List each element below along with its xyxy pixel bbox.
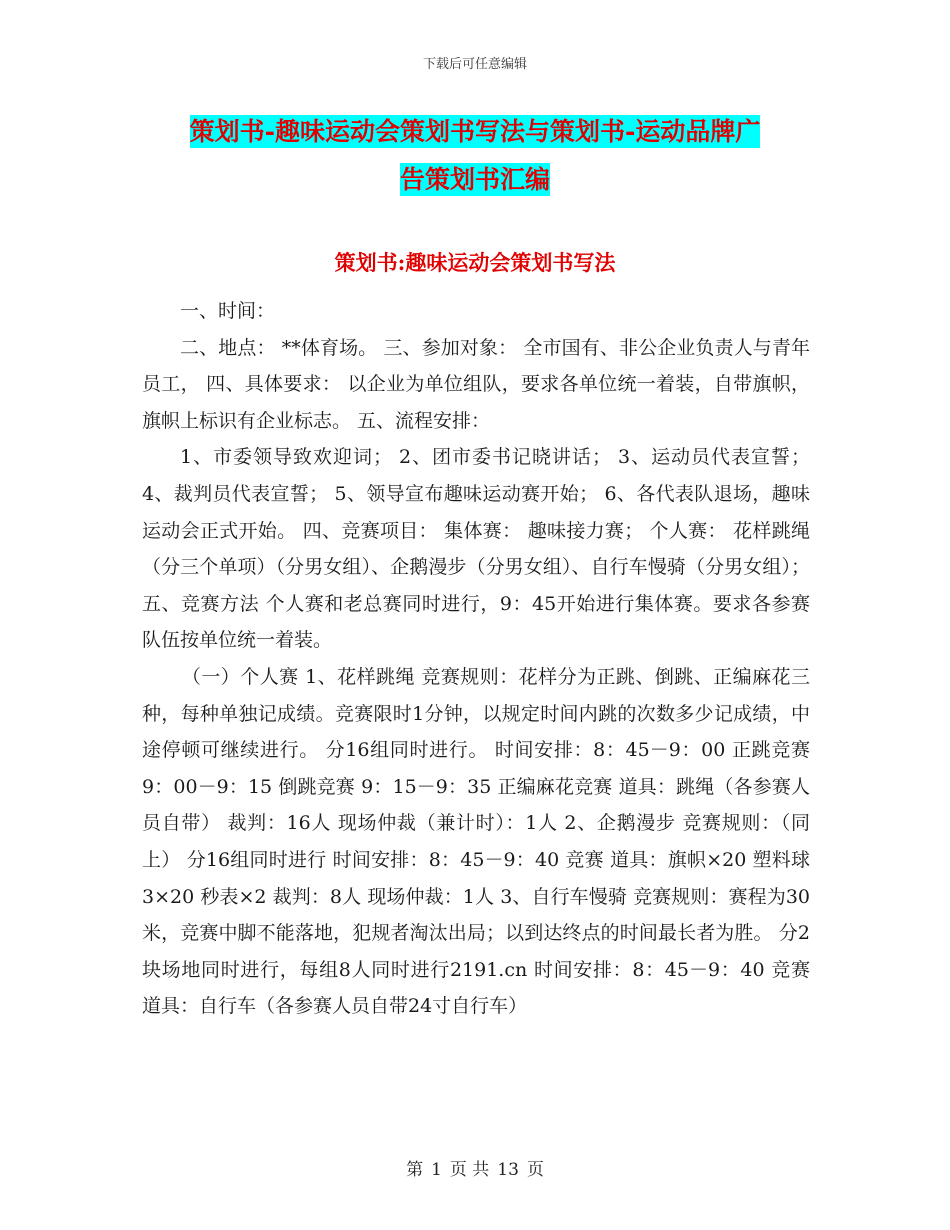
header-note: 下载后可任意编辑 — [422, 57, 527, 72]
footer-total-pages: 13 — [497, 1160, 519, 1180]
paragraph-time: 一、时间： — [180, 300, 276, 322]
document-title — [150, 108, 800, 204]
footer-page-number: 1 — [431, 1160, 442, 1180]
footer-middle: 页 共 — [449, 1160, 490, 1180]
document-body — [142, 293, 810, 1025]
section-title: 策划书:趣味运动会策划书写法 — [334, 250, 616, 275]
title-line-2: 告策划书汇编 — [399, 165, 550, 194]
paragraph-procedure: 1、市委领导致欢迎词； 2、团市委书记晓讲话； 3、运动员代表宣誓； 4、裁判员代表宣誓； 5、领导宣布趣味运动赛开始； 6、各代表队退场，趣味运动会正式开始。 四、竞赛项目： 集体赛： 趣味接力赛； 个人赛： 花样跳绳（分三个单项）（分男女组）、企鹅漫步（分男女组）、自行车慢骑（分男女组）； 五、竞赛方法 个人赛和老总赛同时进行，9：45开始进行集体赛。要求各参赛队伍按单位统一着装。 — [142, 446, 810, 652]
title-line-1: 策划书-趣味运动会策划书写法与策划书-运动品牌广 — [189, 117, 761, 146]
footer-prefix: 第 — [406, 1160, 424, 1180]
paragraph-location: 二、地点： **体育场。 三、参加对象： 全市国有、非公企业负责人与青年员工， 四、具体要求： 以企业为单位组队，要求各单位统一着装，自带旗帜，旗帜上标识有企业标志。 五、流程安排： — [142, 336, 810, 432]
footer-suffix: 页 — [526, 1160, 544, 1180]
page-footer — [0, 1155, 950, 1180]
paragraph-individual-events: （一）个人赛 1、花样跳绳 竞赛规则：花样分为正跳、倒跳、正编麻花三种，每种单独记成绩。竞赛限时1分钟，以规定时间内跳的次数多少记成绩，中途停顿可继续进行。 分16组同时进行。 时间安排：8：45－9：00 正跳竞赛 9：00－9：15 倒跳竞赛 9：15－9：35 正编麻花竞赛 道具：跳绳（各参赛人员自带） 裁判：16人 现场仲裁（兼计时）：1人 2、企鹅漫步 竞赛规则：（同上） 分16组同时进行 时间安排：8：45－9：40 竞赛 道具：旗帜×20 塑料球3×20 秒表×2 裁判：8人 现场仲裁：1人 3、自行车慢骑 竞赛规则：赛程为30米，竞赛中脚不能落地，犯规者淘汰出局；以到达终点的时间最长者为胜。 分2块场地同时进行，每组8人同时进行2191.cn 时间安排：8：45－9：40 竞赛 道具：自行车（各参赛人员自带24寸自行车） — [142, 665, 810, 1018]
